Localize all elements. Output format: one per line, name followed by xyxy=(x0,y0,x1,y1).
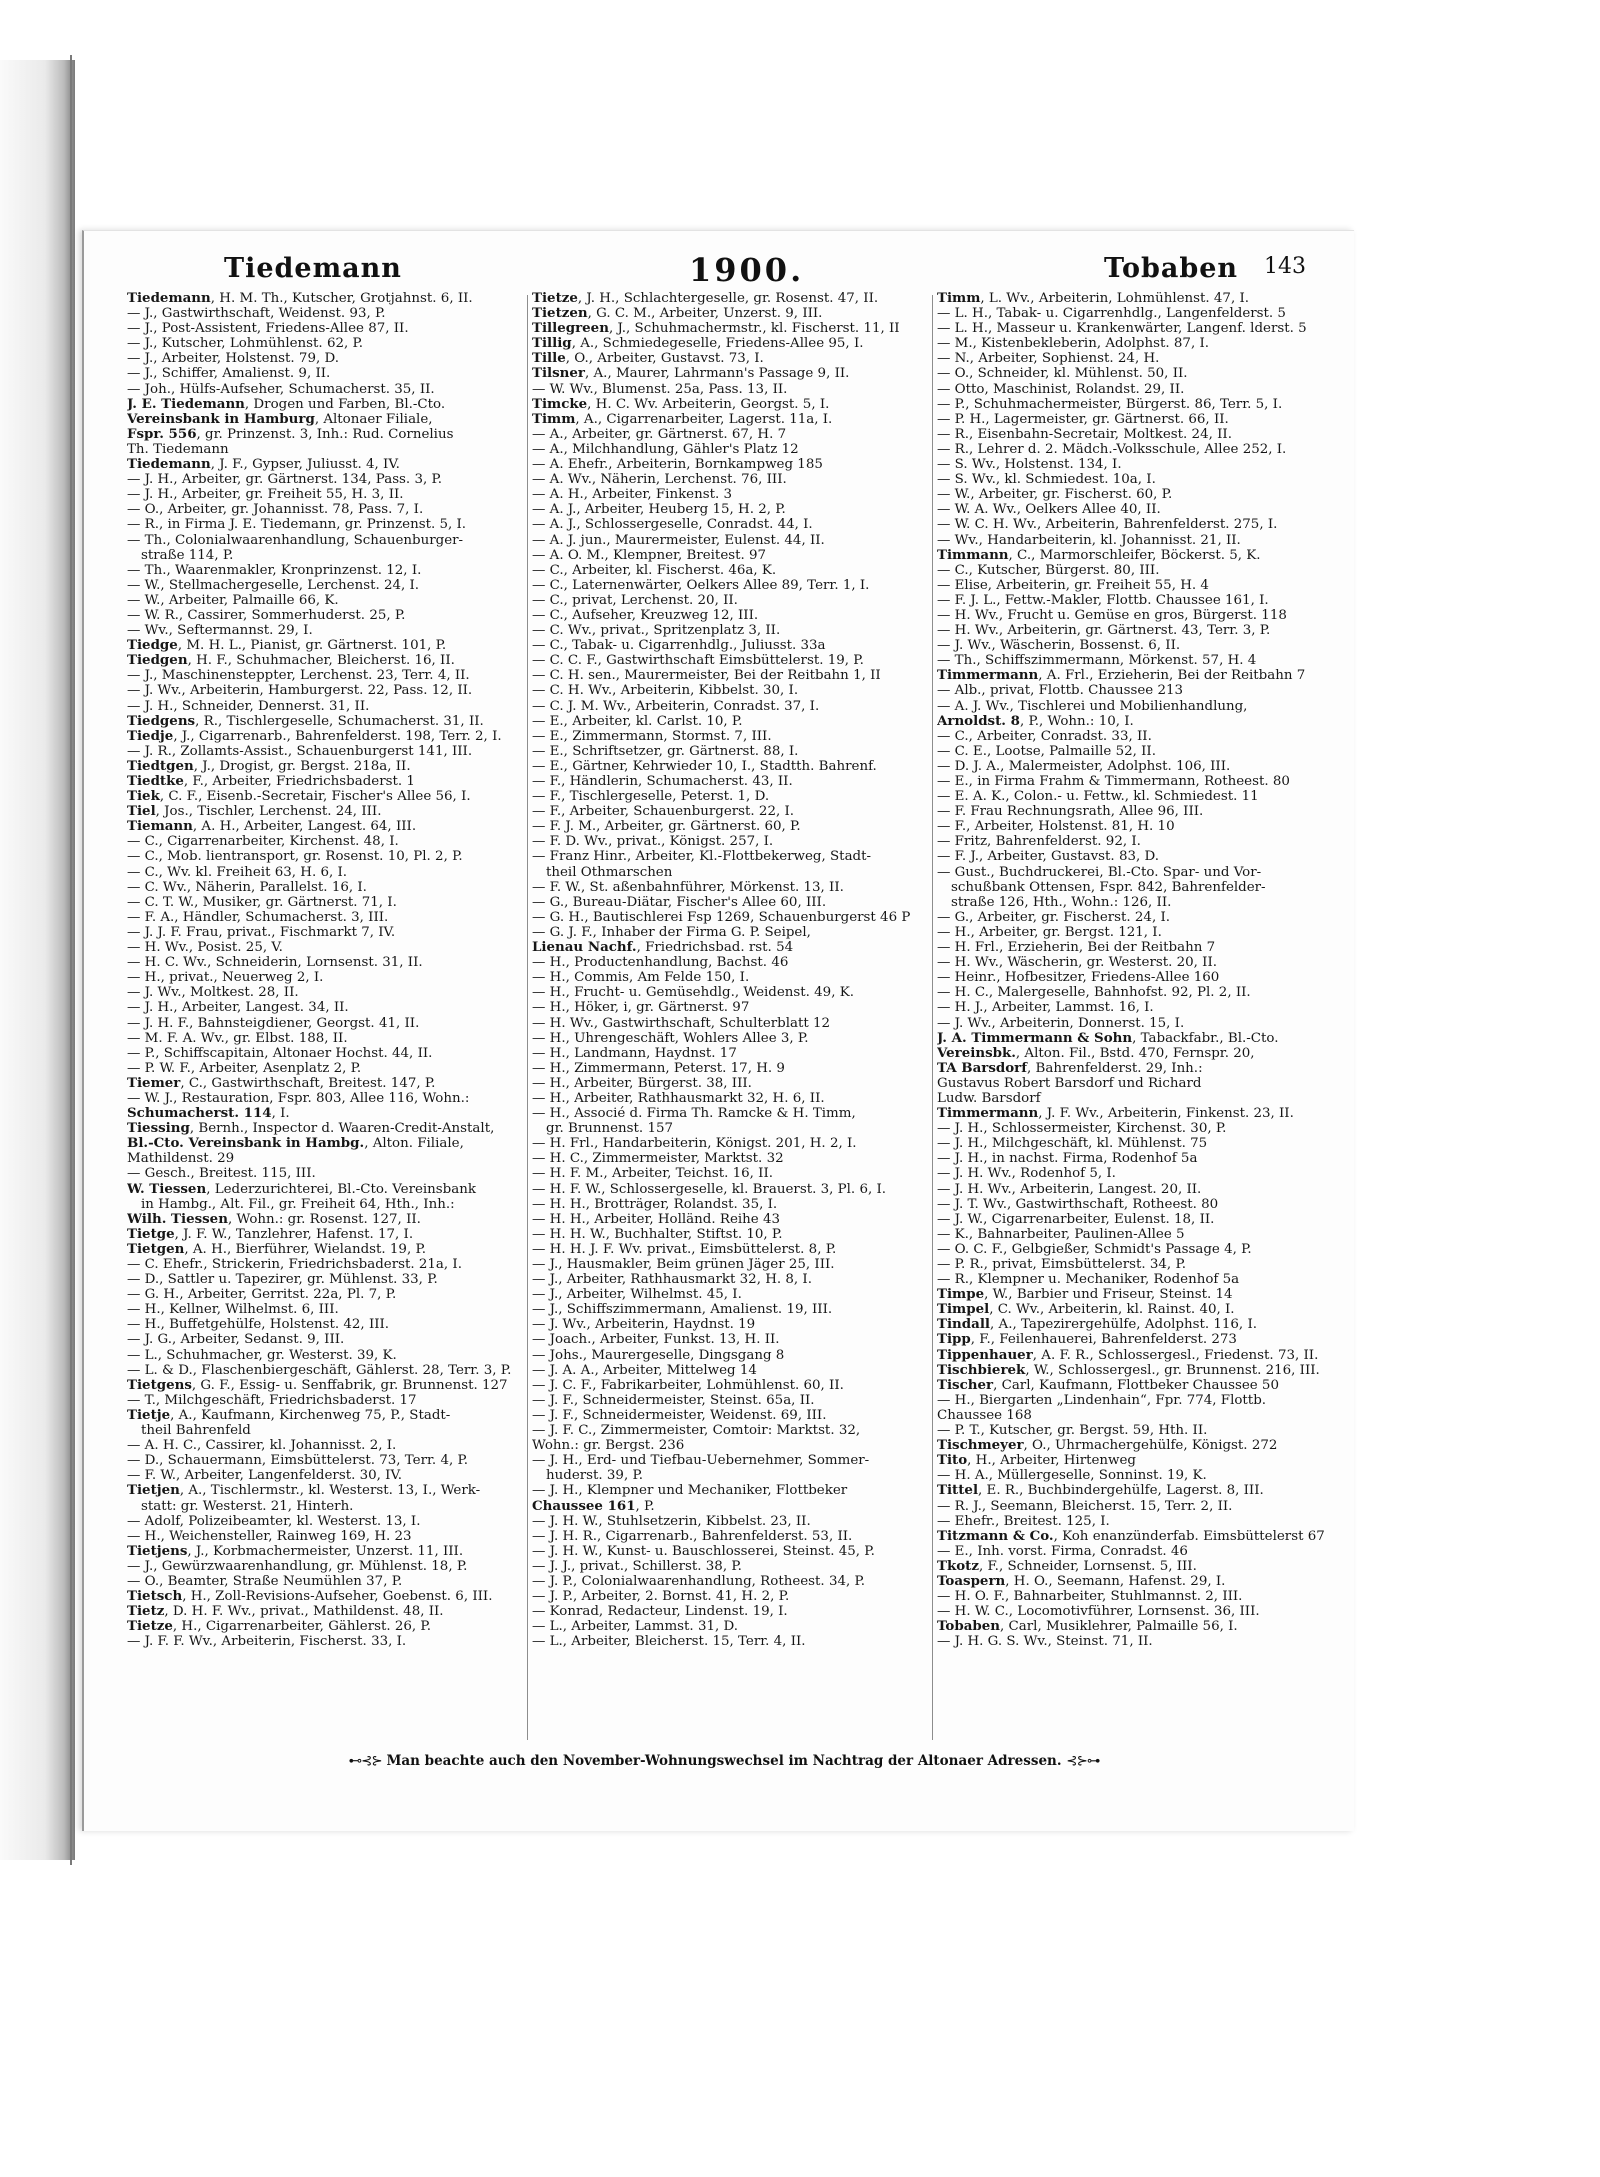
directory-entry-line: — D., Schauermann, Eimsbüttelerst. 73, Terr. 4, P. xyxy=(127,1453,469,1469)
directory-entry-line: — J. P., Colonialwaarenhandlung, Rotheest. 34, P. xyxy=(532,1573,866,1589)
directory-entry-line: — J. A. A., Arbeiter, Mittelweg 14 xyxy=(532,1362,757,1378)
directory-entry-line: — W., Stellmachergeselle, Lerchenst. 24, I. xyxy=(127,577,420,593)
directory-entry-line: — J., Gastwirthschaft, Weidenst. 93, P. xyxy=(127,306,386,322)
directory-entry-line: — G., Bureau-Diätar, Fischer's Allee 60, III. xyxy=(532,894,827,910)
directory-entry-line: — C., Arbeiter, Conradst. 33, II. xyxy=(937,728,1152,744)
directory-entry-line: — R., in Firma J. E. Tiedemann, gr. Prinzenst. 5, I. xyxy=(127,517,467,533)
directory-entry-line: — J. F. C., Zimmermeister, Comtoir: Marktst. 32, xyxy=(532,1423,861,1439)
directory-entry-line: — H. O. F., Bahnarbeiter, Stuhlmannst. 2, III. xyxy=(937,1589,1243,1605)
directory-entry-line: Tiel, Jos., Tischler, Lerchenst. 24, III. xyxy=(127,804,382,820)
directory-entry-line: — L., Arbeiter, Lammst. 31, D. xyxy=(532,1619,739,1635)
footer-right-ornament: ⊰⊱⊶ xyxy=(1066,1753,1100,1769)
directory-entry-line: Arnoldst. 8, P., Wohn.: 10, I. xyxy=(937,713,1134,729)
directory-entry-line: — C., privat, Lerchenst. 20, II. xyxy=(532,592,738,608)
directory-entry-line: straße 114, P. xyxy=(141,547,234,563)
directory-entry-line: — H., Productenhandlung, Bachst. 46 xyxy=(532,955,789,971)
directory-entry-line: Tietge, J. F. W., Tanzlehrer, Hafenst. 17, I. xyxy=(127,1226,414,1242)
directory-entry-line: Tiedge, M. H. L., Pianist, gr. Gärtnerst. 101, P. xyxy=(127,638,447,654)
directory-entry-line: — H., Biergarten „Lindenhain“, Fpr. 774, Flottb. xyxy=(937,1392,1267,1408)
directory-entry-line: — J. H. W., Stuhlsetzerin, Kibbelst. 23, II. xyxy=(532,1513,811,1529)
directory-entry-line: — L., Arbeiter, Bleicherst. 15, Terr. 4, II. xyxy=(532,1634,806,1650)
directory-entry-line: — H. Wv., Wäscherin, gr. Westerst. 20, II. xyxy=(937,955,1218,971)
directory-entry-line: — N., Arbeiter, Sophienst. 24, H. xyxy=(937,351,1160,367)
directory-entry-line: — J., Arbeiter, Rathhausmarkt 32, H. 8, I. xyxy=(532,1272,812,1288)
directory-entry-line: Tillegreen, J., Schuhmachermstr., kl. Fischerst. 11, II xyxy=(532,321,900,337)
directory-entry-line: — J. H. Wv., Arbeiterin, Langest. 20, II. xyxy=(937,1181,1202,1197)
directory-entry-line: — J. H., Arbeiter, gr. Freiheit 55, H. 3, II. xyxy=(127,487,404,503)
directory-entry-line: — H. W. C., Locomotivführer, Lornsenst. 36, III. xyxy=(937,1604,1260,1620)
page-number: 143 xyxy=(1264,254,1306,279)
directory-entry-line: — F. Frau Rechnungsrath, Allee 96, III. xyxy=(937,804,1204,820)
directory-entry-line: — L. H., Tabak- u. Cigarrenhdlg., Langenfelderst. 5 xyxy=(937,306,1286,322)
directory-entry-line: — C. Wv., Näherin, Parallelst. 16, I. xyxy=(127,879,367,895)
directory-entry-line: — W., Arbeiter, Palmaille 66, K. xyxy=(127,592,339,608)
directory-entry-line: — H., Arbeiter, Bürgerst. 38, III. xyxy=(532,1075,752,1091)
directory-entry-line: Timm, A., Cigarrenarbeiter, Lagerst. 11a, I. xyxy=(532,411,833,427)
column-divider xyxy=(527,295,528,1740)
directory-entry-line: — S. Wv., Holstenst. 134, I. xyxy=(937,457,1122,473)
directory-entry-line: Bl.-Cto. Vereinsbank in Hambg., Alton. Filiale, xyxy=(127,1136,464,1152)
directory-entry-line: — P. W. F., Arbeiter, Asenplatz 2, P. xyxy=(127,1060,362,1076)
directory-entry-line: — Gust., Buchdruckerei, Bl.-Cto. Spar- und Vor- xyxy=(937,864,1262,880)
header-right-keyword: Tobaben xyxy=(1104,253,1239,284)
directory-entry-line: — J. H., Schneider, Dennerst. 31, II. xyxy=(127,698,370,714)
directory-entry-line: — H., Associé d. Firma Th. Ramcke & H. Timm, xyxy=(532,1106,856,1122)
directory-entry-line: — J. H., Arbeiter, gr. Gärtnerst. 134, Pass. 3, P. xyxy=(127,472,443,488)
directory-entry-line: — R. J., Seemann, Bleicherst. 15, Terr. 2, II. xyxy=(937,1498,1233,1514)
directory-entry-line: — E. A. K., Colon.- u. Fettw., kl. Schmiedest. 11 xyxy=(937,789,1259,805)
directory-entry-line: — H. H., Arbeiter, Holländ. Reihe 43 xyxy=(532,1211,781,1227)
directory-entry-line: — A. J., Schlossergeselle, Conradst. 44, I. xyxy=(532,517,813,533)
directory-entry-line: — G. H., Arbeiter, Gerritst. 22a, Pl. 7, P. xyxy=(127,1287,397,1303)
directory-entry-line: Tietje, A., Kaufmann, Kirchenweg 75, P., Stadt- xyxy=(127,1407,451,1423)
directory-entry-line: theil Bahrenfeld xyxy=(141,1423,251,1439)
directory-entry-line: Tiedgen, H. F., Schuhmacher, Bleicherst. 16, II. xyxy=(127,653,455,669)
directory-entry-line: — C. E., Lootse, Palmaille 52, II. xyxy=(937,743,1156,759)
directory-entry-line: Timpel, C. Wv., Arbeiterin, kl. Rainst. 40, I. xyxy=(937,1302,1235,1318)
directory-entry-line: — Franz Hinr., Arbeiter, Kl.-Flottbekerweg, Stadt- xyxy=(532,849,872,865)
directory-entry-line: Tischmeyer, O., Uhrmachergehülfe, Königst. 272 xyxy=(937,1438,1278,1454)
directory-entry-line: — A. Ehefr., Arbeiterin, Bornkampweg 185 xyxy=(532,457,823,473)
directory-entry-line: — H. Wv., Frucht u. Gemüse en gros, Bürgerst. 118 xyxy=(937,607,1287,623)
directory-entry-line: — J. H. R., Cigarrenarb., Bahrenfelderst. 53, II. xyxy=(532,1528,853,1544)
directory-entry-line: — T., Milchgeschäft, Friedrichsbaderst. 17 xyxy=(127,1392,417,1408)
directory-entry-line: Tiemer, C., Gastwirthschaft, Breitest. 147, P. xyxy=(127,1075,436,1091)
footer-notice xyxy=(144,1753,1304,1775)
directory-entry-line: — Wv., Seftermannst. 29, I. xyxy=(127,623,313,639)
directory-entry-line: Tiessing, Bernh., Inspector d. Waaren-Credit-Anstalt, xyxy=(127,1121,495,1137)
directory-entry-line: Tischbierek, W., Schlossergesl., gr. Brunnenst. 216, III. xyxy=(937,1362,1320,1378)
directory-entry-line: — J., Gewürzwaarenhandlung, gr. Mühlenst. 18, P. xyxy=(127,1558,468,1574)
directory-entry-line: — J. J. F. Frau, privat., Fischmarkt 7, IV. xyxy=(127,924,396,940)
directory-entry-line: schußbank Ottensen, Fspr. 842, Bahrenfelder- xyxy=(951,879,1266,895)
directory-entry-line: Tischer, Carl, Kaufmann, Flottbeker Chaussee 50 xyxy=(937,1377,1279,1393)
directory-entry-line: — J. H., Erd- und Tiefbau-Uebernehmer, Sommer- xyxy=(532,1453,870,1469)
directory-entry-line: — J. C. F., Fabrikarbeiter, Lohmühlenst. 60, II. xyxy=(532,1377,844,1393)
directory-entry-line: Timcke, H. C. Wv. Arbeiterin, Georgst. 5, I. xyxy=(532,396,830,412)
footer-text: Man beachte auch den November-Wohnungswechsel im Nachtrag der Altonaer Adressen. xyxy=(386,1753,1062,1769)
directory-entry-line: Th. Tiedemann xyxy=(127,441,229,457)
directory-entry-line: — H. F. W., Schlossergeselle, kl. Brauerst. 3, Pl. 6, I. xyxy=(532,1181,887,1197)
directory-entry-line: — R., Eisenbahn-Secretair, Moltkest. 24, II. xyxy=(937,426,1232,442)
directory-entry-line: statt: gr. Westerst. 21, Hinterh. xyxy=(141,1498,354,1514)
directory-entry-line: Tillig, A., Schmiedegeselle, Friedens-Allee 95, I. xyxy=(532,336,864,352)
directory-entry-line: — J. H. G. S. Wv., Steinst. 71, II. xyxy=(937,1634,1153,1650)
directory-entry-line: — C. J. M. Wv., Arbeiterin, Conradst. 37, I. xyxy=(532,698,820,714)
directory-entry-line: — P., Schiffscapitain, Altonaer Hochst. 44, II. xyxy=(127,1045,433,1061)
directory-entry-line: — J. Wv., Arbeiterin, Hamburgerst. 22, Pass. 12, II. xyxy=(127,683,473,699)
directory-entry-line: — Johs., Maurergeselle, Dingsgang 8 xyxy=(532,1347,785,1363)
directory-entry-line: Tietz, D. H. F. Wv., privat., Mathildenst. 48, II. xyxy=(127,1604,444,1620)
directory-entry-line: — J. W., Cigarrenarbeiter, Eulenst. 18, II. xyxy=(937,1211,1215,1227)
directory-entry-line: Timmermann, A. Frl., Erzieherin, Bei der Reitbahn 7 xyxy=(937,668,1306,684)
directory-entry-line: — G. H., Bautischlerei Fsp 1269, Schauenburgerst 46 P xyxy=(532,909,911,925)
directory-entry-line: Tippenhauer, A. F. R., Schlossergesl., Friedenst. 73, II. xyxy=(937,1347,1319,1363)
directory-entry-line: — H. J., Arbeiter, Lammst. 16, I. xyxy=(937,1000,1154,1016)
directory-entry-line: — Elise, Arbeiterin, gr. Freiheit 55, H. 4 xyxy=(937,577,1209,593)
directory-entry-line: — J., Arbeiter, Holstenst. 79, D. xyxy=(127,351,339,367)
directory-entry-line: — R., Klempner u. Mechaniker, Rodenhof 5a xyxy=(937,1272,1240,1288)
directory-entry-line: — A. O. M., Klempner, Breitest. 97 xyxy=(532,547,767,563)
directory-entry-line: — P. T., Kutscher, gr. Bergst. 59, Hth. II. xyxy=(937,1423,1208,1439)
directory-entry-line: — E., Gärtner, Kehrwieder 10, I., Stadtth. Bahrenf. xyxy=(532,758,877,774)
directory-entry-line: — F. A., Händler, Schumacherst. 3, III. xyxy=(127,909,389,925)
directory-entry-line: — J. H. Wv., Rodenhof 5, I. xyxy=(937,1166,1116,1182)
directory-entry-line: — F. W., Arbeiter, Langenfelderst. 30, IV. xyxy=(127,1468,403,1484)
directory-entry-line: Timmermann, J. F. Wv., Arbeiterin, Finkenst. 23, II. xyxy=(937,1106,1294,1122)
directory-entry-line: — H. H. W., Buchhalter, Stiftst. 10, P. xyxy=(532,1226,783,1242)
directory-entry-line: — J., Maschinensteppter, Lerchenst. 23, Terr. 4, II. xyxy=(127,668,470,684)
directory-entry-line: — J. F. F. Wv., Arbeiterin, Fischerst. 33, I. xyxy=(127,1634,407,1650)
directory-entry-line: — H. Frl., Handarbeiterin, Königst. 201, H. 2, I. xyxy=(532,1136,857,1152)
directory-entry-line: — C., Wv. kl. Freiheit 63, H. 6, I. xyxy=(127,864,348,880)
header-left-keyword: Tiedemann xyxy=(224,253,402,284)
directory-entry-line: Tindall, A., Tapezirergehülfe, Adolphst. 116, I. xyxy=(937,1317,1257,1333)
directory-entry-line: — J. P., Arbeiter, 2. Bornst. 41, H. 2, P. xyxy=(532,1589,790,1605)
directory-entry-line: — F. J. L., Fettw.-Makler, Flottb. Chaussee 161, I. xyxy=(937,592,1269,608)
directory-entry-line: — H., Zimmermann, Peterst. 17, H. 9 xyxy=(532,1060,785,1076)
directory-entry-line: Tiek, C. F., Eisenb.-Secretair, Fischer's Allee 56, I. xyxy=(127,789,471,805)
directory-entry-line: — J. J., privat., Schillerst. 38, P. xyxy=(532,1558,742,1574)
directory-entry-line: — J. Wv., Arbeiterin, Donnerst. 15, I. xyxy=(937,1015,1185,1031)
directory-entry-line: — C., Kutscher, Bürgerst. 80, III. xyxy=(937,562,1160,578)
directory-entry-line: — H., Uhrengeschäft, Wohlers Allee 3, P. xyxy=(532,1030,809,1046)
directory-entry-line: — F. W., St. aßenbahnführer, Mörkenst. 13, II. xyxy=(532,879,844,895)
directory-entry-line: — O., Arbeiter, gr. Johannisst. 78, Pass. 7, I. xyxy=(127,502,424,518)
directory-entry-line: — H. H. J. F. Wv. privat., Eimsbüttelerst. 8, P. xyxy=(532,1241,837,1257)
directory-entry-line: — Wv., Handarbeiterin, kl. Johannisst. 21, II. xyxy=(937,532,1241,548)
column-1 xyxy=(127,291,522,1649)
directory-entry-line: — F., Händlerin, Schumacherst. 43, II. xyxy=(532,774,793,789)
directory-entry-line: Tiedje, J., Cigarrenarb., Bahrenfelderst. 198, Terr. 2, I. xyxy=(127,728,502,744)
directory-entry-line: — H. C., Zimmermeister, Marktst. 32 xyxy=(532,1151,784,1167)
column-divider xyxy=(932,295,933,1740)
directory-entry-line: Tilsner, A., Maurer, Lahrmann's Passage 9, II. xyxy=(532,366,850,382)
directory-entry-line: — P. R., privat, Eimsbüttelerst. 34, P. xyxy=(937,1257,1186,1272)
directory-entry-line: — C., Laternenwärter, Oelkers Allee 89, Terr. 1, I. xyxy=(532,577,870,593)
directory-page xyxy=(82,230,1354,1831)
directory-entry-line: — A. H., Arbeiter, Finkenst. 3 xyxy=(532,487,733,503)
directory-entry-line: Tobaben, Carl, Musiklehrer, Palmaille 56, I. xyxy=(937,1619,1238,1635)
directory-entry-line: huderst. 39, P. xyxy=(546,1468,644,1484)
entry-columns xyxy=(127,291,1332,1741)
directory-entry-line: — P. H., Lagermeister, gr. Gärtnerst. 66, II. xyxy=(937,411,1229,427)
directory-entry-line: — C. T. W., Musiker, gr. Gärtnerst. 71, I. xyxy=(127,894,397,910)
directory-entry-line: — M., Kistenbekleberin, Adolphst. 87, I. xyxy=(937,336,1209,352)
directory-entry-line: — J. H., Klempner und Mechaniker, Flottbeker xyxy=(532,1483,848,1499)
directory-entry-line: — J. H., in nachst. Firma, Rodenhof 5a xyxy=(937,1151,1198,1167)
directory-entry-line: — Konrad, Redacteur, Lindenst. 19, I. xyxy=(532,1604,788,1620)
directory-entry-line: Chaussee 161, P. xyxy=(532,1498,655,1514)
directory-entry-line: — J., Post-Assistent, Friedens-Allee 87, II. xyxy=(127,321,409,337)
directory-entry-line: — E., Arbeiter, kl. Carlst. 10, P. xyxy=(532,713,743,729)
directory-entry-line: — Joach., Arbeiter, Funkst. 13, H. II. xyxy=(532,1332,780,1348)
directory-entry-line: — W. C. H. Wv., Arbeiterin, Bahrenfelderst. 275, I. xyxy=(937,517,1278,533)
directory-entry-line: Ludw. Barsdorf xyxy=(937,1090,1041,1106)
directory-entry-line: Tietjen, A., Tischlermstr., kl. Westerst. 13, I., Werk- xyxy=(127,1483,481,1499)
directory-entry-line: — F., Tischlergeselle, Peterst. 1, D. xyxy=(532,789,770,805)
directory-entry-line: Tietgens, G. F., Essig- u. Senffabrik, gr. Brunnenst. 127 xyxy=(127,1377,508,1393)
directory-entry-line: Schumacherst. 114, I. xyxy=(127,1106,290,1122)
directory-entry-line: — K., Bahnarbeiter, Paulinen-Allee 5 xyxy=(937,1226,1185,1242)
directory-entry-line: — J. F., Schneidermeister, Weidenst. 69, III. xyxy=(532,1407,827,1423)
directory-entry-line: — H. F. M., Arbeiter, Teichst. 16, II. xyxy=(532,1166,774,1182)
directory-entry-line: — C. H. Wv., Arbeiterin, Kibbelst. 30, I. xyxy=(532,683,799,699)
directory-entry-line: — E., in Firma Frahm & Timmermann, Rotheest. 80 xyxy=(937,774,1290,789)
directory-entry-line: straße 126, Hth., Wohn.: 126, II. xyxy=(951,894,1172,910)
directory-entry-line: — O., Schneider, kl. Mühlenst. 50, II. xyxy=(937,366,1188,382)
directory-entry-line: Tiemann, A. H., Arbeiter, Langest. 64, III. xyxy=(127,819,417,835)
directory-entry-line: — A. J., Arbeiter, Heuberg 15, H. 2, P. xyxy=(532,502,786,518)
directory-entry-line: — J. Wv., Wäscherin, Bossenst. 6, II. xyxy=(937,638,1181,654)
directory-entry-line: Tittel, E. R., Buchbindergehülfe, Lagerst. 8, III. xyxy=(937,1483,1264,1499)
directory-entry-line: — J. H., Arbeiter, Langest. 34, II. xyxy=(127,1000,349,1016)
directory-entry-line: — A., Milchhandlung, Gähler's Platz 12 xyxy=(532,441,799,457)
directory-entry-line: — C., Arbeiter, kl. Fischerst. 46a, K. xyxy=(532,562,777,578)
directory-entry-line: — Alb., privat, Flottb. Chaussee 213 xyxy=(937,683,1184,699)
directory-entry-line: — A. J. jun., Maurermeister, Eulenst. 44, II. xyxy=(532,532,825,548)
directory-entry-line: — H. A., Müllergeselle, Sonninst. 19, K. xyxy=(937,1468,1207,1484)
directory-entry-line: — F. D. Wv., privat., Königst. 257, I. xyxy=(532,834,774,850)
directory-entry-line: — Fritz, Bahrenfelderst. 92, I. xyxy=(937,834,1141,850)
running-head xyxy=(129,251,1306,287)
directory-entry-line: — G., Arbeiter, gr. Fischerst. 24, I. xyxy=(937,909,1171,925)
directory-entry-line: — J. G., Arbeiter, Sedanst. 9, III. xyxy=(127,1332,345,1348)
directory-entry-line: — J. H. F., Bahnsteigdiener, Georgst. 41, II. xyxy=(127,1015,420,1031)
directory-entry-line: Lienau Nachf., Friedrichsbad. rst. 54 xyxy=(532,940,794,956)
directory-entry-line: — J. F., Schneidermeister, Steinst. 65a, II. xyxy=(532,1392,815,1408)
directory-entry-line: Tiedtgen, J., Drogist, gr. Bergst. 218a, II. xyxy=(127,758,411,774)
directory-entry-line: — A. J. Wv., Tischlerei und Mobilienhandlung, xyxy=(937,698,1248,714)
directory-entry-line: — C. H. sen., Maurermeister, Bei der Reitbahn 1, II xyxy=(532,668,881,684)
directory-entry-line: — O. C. F., Gelbgießer, Schmidt's Passage 4, P. xyxy=(937,1241,1252,1257)
directory-entry-line: — A., Arbeiter, gr. Gärtnerst. 67, H. 7 xyxy=(532,426,787,442)
directory-entry-line: — S. Wv., kl. Schmiedest. 10a, I. xyxy=(937,472,1156,488)
directory-entry-line: — H., Landmann, Haydnst. 17 xyxy=(532,1045,737,1061)
directory-entry-line: Gustavus Robert Barsdorf und Richard xyxy=(937,1075,1202,1091)
directory-entry-line: — Joh., Hülfs-Aufseher, Schumacherst. 35, II. xyxy=(127,381,435,397)
directory-entry-line: — H. C., Malergeselle, Bahnhofst. 92, Pl. 2, II. xyxy=(937,985,1251,1001)
directory-entry-line: Tiedemann, J. F., Gypser, Juliusst. 4, IV. xyxy=(127,457,400,473)
directory-entry-line: — W. Wv., Blumenst. 25a, Pass. 13, II. xyxy=(532,381,788,397)
directory-entry-line: — H., privat., Neuerweg 2, I. xyxy=(127,970,324,986)
directory-entry-line: Vereinsbank in Hamburg, Altonaer Filiale, xyxy=(127,411,433,427)
directory-entry-line: in Hambg., Alt. Fil., gr. Freiheit 64, Hth., Inh.: xyxy=(141,1196,455,1212)
directory-entry-line: — J. T. Wv., Gastwirthschaft, Rotheest. 80 xyxy=(937,1196,1219,1212)
directory-entry-line: Tietze, H., Cigarrenarbeiter, Gählerst. 26, P. xyxy=(127,1619,431,1635)
directory-entry-line: — H. H., Brotträger, Rolandst. 35, I. xyxy=(532,1196,778,1212)
directory-entry-line: Mathildenst. 29 xyxy=(127,1151,235,1167)
column-2 xyxy=(532,291,927,1649)
directory-entry-line: — Th., Colonialwaarenhandlung, Schauenburger- xyxy=(127,532,464,548)
directory-entry-line: — C., Tabak- u. Cigarrenhdlg., Juliusst. 33a xyxy=(532,638,826,654)
directory-entry-line: Wilh. Tiessen, Wohn.: gr. Rosenst. 127, II. xyxy=(127,1211,421,1227)
directory-entry-line: — E., Schriftsetzer, gr. Gärtnerst. 88, I. xyxy=(532,743,799,759)
directory-entry-line: — G. J. F., Inhaber der Firma G. P. Seipel, xyxy=(532,924,811,940)
directory-entry-line: — Th., Waarenmakler, Kronprinzenst. 12, I. xyxy=(127,562,422,578)
directory-entry-line: — H. Frl., Erzieherin, Bei der Reitbahn 7 xyxy=(937,940,1216,956)
directory-entry-line: — E., Inh. vorst. Firma, Conradst. 46 xyxy=(937,1543,1188,1559)
directory-entry-line: — H. Wv., Gastwirthschaft, Schulterblatt 12 xyxy=(532,1015,831,1031)
directory-entry-line: — J. H., Schlossermeister, Kirchenst. 30, P. xyxy=(937,1121,1227,1137)
directory-entry-line: W. Tiessen, Lederzurichterei, Bl.-Cto. Vereinsbank xyxy=(127,1181,476,1197)
directory-entry-line: — L. H., Masseur u. Krankenwärter, Langenf. lderst. 5 xyxy=(937,321,1307,337)
directory-entry-line: — H. C. Wv., Schneiderin, Lornsenst. 31, II. xyxy=(127,955,423,971)
directory-entry-line: — L. & D., Flaschenbiergeschäft, Gählerst. 28, Terr. 3, P. xyxy=(127,1362,512,1378)
footer-left-ornament: ⊷⊰⊱ xyxy=(348,1753,382,1769)
directory-entry-line: — H., Commis, Am Felde 150, I. xyxy=(532,970,750,986)
directory-entry-line: Wohn.: gr. Bergst. 236 xyxy=(532,1438,685,1454)
directory-entry-line: J. A. Timmermann & Sohn, Tabackfabr., Bl.-Cto. xyxy=(937,1030,1279,1046)
directory-entry-line: — C. C. F., Gastwirthschaft Eimsbüttelerst. 19, P. xyxy=(532,653,864,669)
directory-entry-line: — H. Wv., Arbeiterin, gr. Gärtnerst. 43, Terr. 3, P. xyxy=(937,623,1271,639)
directory-entry-line: — J., Arbeiter, Wilhelmst. 45, I. xyxy=(532,1287,742,1303)
directory-entry-line: — W., Arbeiter, gr. Fischerst. 60, P. xyxy=(937,487,1173,503)
directory-entry-line: Timmann, C., Marmorschleifer, Böckerst. 5, K. xyxy=(937,547,1261,563)
directory-entry-line: Tiedemann, H. M. Th., Kutscher, Grotjahnst. 6, II. xyxy=(127,291,473,306)
directory-entry-line: — C., Mob. lientransport, gr. Rosenst. 10, Pl. 2, P. xyxy=(127,849,463,865)
previous-page-edge xyxy=(0,55,72,1865)
directory-entry-line: — H., Höker, i, gr. Gärtnerst. 97 xyxy=(532,1000,750,1016)
directory-entry-line: — H., Weichensteller, Rainweg 169, H. 23 xyxy=(127,1528,412,1544)
directory-entry-line: Tiedgens, R., Tischlergeselle, Schumacherst. 31, II. xyxy=(127,713,484,729)
directory-entry-line: Tille, O., Arbeiter, Gustavst. 73, I. xyxy=(532,351,764,367)
directory-entry-line: — F., Arbeiter, Holstenst. 81, H. 10 xyxy=(937,819,1175,835)
directory-entry-line: TA Barsdorf, Bahrenfelderst. 29, Inh.: xyxy=(937,1060,1203,1076)
directory-entry-line: Tietjens, J., Korbmachermeister, Unzerst. 11, III. xyxy=(127,1543,464,1559)
directory-entry-line: — J. Wv., Moltkest. 28, II. xyxy=(127,985,299,1001)
directory-entry-line: — J., Schiffszimmermann, Amalienst. 19, III. xyxy=(532,1302,833,1318)
directory-entry-line: Timpe, W., Barbier und Friseur, Steinst. 14 xyxy=(937,1287,1233,1303)
directory-entry-line: — H. Wv., Posist. 25, V. xyxy=(127,940,283,956)
directory-entry-line: — P., Schuhmachermeister, Bürgerst. 86, Terr. 5, I. xyxy=(937,396,1283,412)
directory-entry-line: — W. A. Wv., Oelkers Allee 40, II. xyxy=(937,502,1161,518)
directory-entry-line: — Adolf, Polizeibeamter, kl. Westerst. 13, I. xyxy=(127,1513,421,1529)
directory-entry-line: — A. H. C., Cassirer, kl. Johannisst. 2, I. xyxy=(127,1438,397,1454)
column-3 xyxy=(937,291,1332,1649)
directory-entry-line: Tietzen, G. C. M., Arbeiter, Unzerst. 9, III. xyxy=(532,306,823,322)
directory-entry-line: — A. Wv., Näherin, Lerchenst. 76, III. xyxy=(532,472,787,488)
directory-entry-line: Chaussee 168 xyxy=(937,1407,1032,1423)
directory-entry-line: gr. Brunnenst. 157 xyxy=(546,1121,674,1137)
directory-entry-line: — J. R., Zollamts-Assist., Schauenburgerst 141, III. xyxy=(127,743,473,759)
directory-entry-line: Tiedtke, F., Arbeiter, Friedrichsbaderst. 1 xyxy=(127,774,415,789)
directory-entry-line: — J., Kutscher, Lohmühlenst. 62, P. xyxy=(127,336,364,352)
directory-entry-line: — J., Schiffer, Amalienst. 9, II. xyxy=(127,366,331,382)
directory-entry-line: Tipp, F., Feilenhauerei, Bahrenfelderst. 273 xyxy=(937,1332,1237,1348)
directory-entry-line: theil Othmarschen xyxy=(546,864,673,880)
header-year: 1900. xyxy=(689,251,805,289)
directory-entry-line: — Otto, Maschinist, Rolandst. 29, II. xyxy=(937,381,1185,397)
directory-entry-line: — O., Beamter, Straße Neumühlen 37, P. xyxy=(127,1573,403,1589)
directory-entry-line: — H., Frucht- u. Gemüsehdlg., Weidenst. 49, K. xyxy=(532,985,854,1001)
directory-entry-line: — F. J. M., Arbeiter, gr. Gärtnerst. 60, P. xyxy=(532,819,801,835)
directory-entry-line: — W. R., Cassirer, Sommerhuderst. 25, P. xyxy=(127,607,406,623)
directory-entry-line: — E., Zimmermann, Stormst. 7, III. xyxy=(532,728,772,744)
directory-entry-line: — D., Sattler u. Tapezirer, gr. Mühlenst. 33, P. xyxy=(127,1272,438,1288)
directory-entry-line: — J. H., Milchgeschäft, kl. Mühlenst. 75 xyxy=(937,1136,1208,1152)
directory-entry-line: — Th., Schiffszimmermann, Mörkenst. 57, H. 4 xyxy=(937,653,1257,669)
directory-entry-line: J. E. Tiedemann, Drogen und Farben, Bl.-Cto. xyxy=(127,396,446,412)
directory-entry-line: Tito, H., Arbeiter, Hirtenweg xyxy=(937,1453,1136,1469)
directory-entry-line: — C. Wv., privat., Spritzenplatz 3, II. xyxy=(532,623,781,639)
directory-entry-line: — C., Aufseher, Kreuzweg 12, III. xyxy=(532,607,759,623)
directory-entry-line: — Heinr., Hofbesitzer, Friedens-Allee 160 xyxy=(937,970,1220,986)
directory-entry-line: — M. F. A. Wv., gr. Elbst. 188, II. xyxy=(127,1030,348,1046)
directory-entry-line: — W. J., Restauration, Fspr. 803, Allee 116, Wohn.: xyxy=(127,1090,470,1106)
directory-entry-line: — J. Wv., Arbeiterin, Haydnst. 19 xyxy=(532,1317,756,1333)
directory-entry-line: — H., Arbeiter, gr. Bergst. 121, I. xyxy=(937,924,1162,940)
directory-entry-line: — J., Hausmakler, Beim grünen Jäger 25, III. xyxy=(532,1257,835,1272)
directory-entry-line: — F., Arbeiter, Schauenburgerst. 22, I. xyxy=(532,804,795,820)
directory-entry-line: Vereinsbk., Alton. Fil., Bstd. 470, Fernspr. 20, xyxy=(937,1045,1255,1061)
directory-entry-line: Timm, L. Wv., Arbeiterin, Lohmühlenst. 47, I. xyxy=(937,291,1250,306)
directory-entry-line: — C. Ehefr., Strickerin, Friedrichsbaderst. 21a, I. xyxy=(127,1257,462,1272)
directory-entry-line: — R., Lehrer d. 2. Mädch.-Volksschule, Allee 252, I. xyxy=(937,441,1287,457)
directory-entry-line: — L., Schuhmacher, gr. Westerst. 39, K. xyxy=(127,1347,397,1363)
directory-entry-line: — Gesch., Breitest. 115, III. xyxy=(127,1166,316,1182)
directory-entry-line: — C., Cigarrenarbeiter, Kirchenst. 48, I. xyxy=(127,834,399,850)
directory-entry-line: Tietgen, A. H., Bierführer, Wielandst. 19, P. xyxy=(127,1241,427,1257)
directory-entry-line: — H., Arbeiter, Rathhausmarkt 32, H. 6, II. xyxy=(532,1090,825,1106)
directory-entry-line: — H., Kellner, Wilhelmst. 6, III. xyxy=(127,1302,339,1318)
directory-entry-line: Tietze, J. H., Schlachtergeselle, gr. Rosenst. 47, II. xyxy=(532,291,879,306)
directory-entry-line: — D. J. A., Malermeister, Adolphst. 106, III. xyxy=(937,758,1231,774)
directory-entry-line: Tietsch, H., Zoll-Revisions-Aufseher, Goebenst. 6, III. xyxy=(127,1589,493,1605)
directory-entry-line: Tkotz, F., Schneider, Lornsenst. 5, III. xyxy=(937,1558,1197,1574)
directory-entry-line: Toaspern, H. O., Seemann, Hafenst. 29, I. xyxy=(937,1573,1226,1589)
directory-entry-line: — Ehefr., Breitest. 125, I. xyxy=(937,1513,1110,1529)
directory-entry-line: — H., Buffetgehülfe, Holstenst. 42, III. xyxy=(127,1317,390,1333)
directory-entry-line: — F. J., Arbeiter, Gustavst. 83, D. xyxy=(937,849,1160,865)
directory-entry-line: Titzmann & Co., Koh enanzünderfab. Eimsbüttelerst 67 xyxy=(937,1528,1325,1544)
directory-entry-line: — J. H. W., Kunst- u. Bauschlosserei, Steinst. 45, P. xyxy=(532,1543,875,1559)
directory-entry-line: Fspr. 556, gr. Prinzenst. 3, Inh.: Rud. Cornelius xyxy=(127,426,454,442)
